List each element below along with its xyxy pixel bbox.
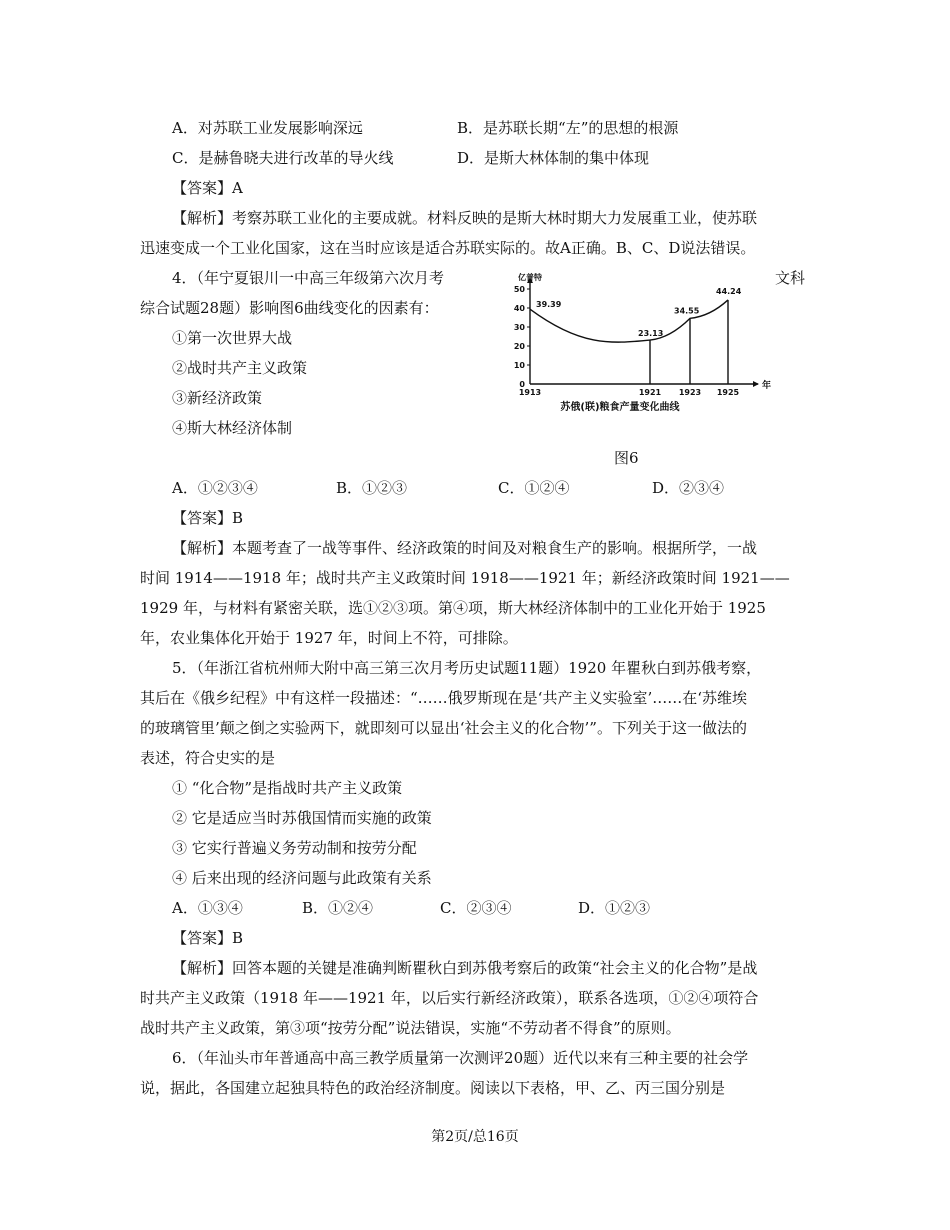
q4-stem: 综合试题28题）影响图6曲线变化的因素有： (140, 299, 439, 317)
y-tick-label: 50 (513, 285, 525, 294)
q3-option-c: C．是赫鲁晓夫进行改革的导火线 (172, 149, 394, 167)
q4-item: ④斯大林经济体制 (172, 419, 293, 437)
q5-stem: 表述，符合史实的是 (140, 749, 276, 767)
q5-stem: 5．（年浙江省杭州师大附中高三第三次月考历史试题11题）1920 年瞿秋白到苏俄考察， (172, 659, 762, 677)
page-footer: 第2页/总16页 (431, 1129, 519, 1145)
q6-stem: 说，据此，各国建立起独具特色的政治经济制度。阅读以下表格，甲、乙、丙三国分别是 (140, 1079, 726, 1097)
q5-analysis-line: 战时共产主义政策，第③项“按劳分配”说法错误，实施“不劳动者不得食”的原则。 (140, 1019, 681, 1037)
q4-item: ③新经济政策 (172, 389, 263, 407)
x-tick-label: 1913 (518, 388, 542, 397)
q3-option-d: D．是斯大林体制的集中体现 (457, 149, 650, 167)
q4-option-a: A．①②③④ (172, 479, 258, 497)
q4-answer: 【答案】B (172, 509, 244, 527)
q3-analysis-line: 迅速变成一个工业化国家，这在当时应该是适合苏联实际的。故A正确。B、C、D说法错误。 (140, 239, 756, 257)
q5-option-a: A．①③④ (172, 899, 243, 917)
q5-analysis-line: 【解析】回答本题的关键是准确判断瞿秋白到苏俄考察后的政策“社会主义的化合物”是战 (172, 959, 758, 977)
y-axis-label: 亿普特 (518, 273, 542, 282)
q4-option-c: C．①②④ (498, 479, 570, 497)
q4-item: ①第一次世界大战 (172, 329, 293, 347)
figure-label: 图6 (614, 449, 639, 467)
y-tick-label: 0 (519, 380, 525, 389)
y-tick-label: 30 (513, 323, 525, 332)
x-axis-label: 年 (762, 381, 772, 391)
q5-analysis-line: 时共产主义政策（1918 年——1921 年，以后实行新经济政策），联系各选项，①②④项符合 (140, 989, 759, 1007)
x-tick-label: 1923 (678, 388, 702, 397)
q5-option-d: D．①②③ (578, 899, 651, 917)
q3-option-a: A．对苏联工业发展影响深远 (172, 119, 363, 137)
data-label: 44.24 (716, 286, 742, 296)
q5-item: ③ 它实行普遍义务劳动制和按劳分配 (172, 839, 417, 857)
q4-option-b: B．①②③ (336, 479, 408, 497)
q5-item: ① “化合物”是指战时共产主义政策 (172, 779, 403, 797)
grain-output-chart (510, 268, 780, 418)
q4-stem-right: 文科 (775, 269, 806, 287)
q3-answer: 【答案】A (172, 179, 243, 197)
y-tick-label: 40 (513, 304, 525, 313)
x-tick-label: 1925 (716, 388, 740, 397)
q4-item: ②战时共产主义政策 (172, 359, 308, 377)
q5-stem: 的玻璃管里’颠之倒之实验两下，就即刻可以显出‘社会主义的化合物’”。下列关于这一做法的 (140, 719, 747, 737)
x-axis-arrow (753, 381, 759, 387)
q4-analysis-line: 年，农业集体化开始于 1927 年，时间上不符，可排除。 (140, 629, 518, 647)
q4-stem: 4．（年宁夏银川一中高三年级第六次月考 (172, 269, 445, 287)
x-tick-label: 1921 (638, 388, 662, 397)
q4-option-d: D．②③④ (652, 479, 725, 497)
q5-item: ④ 后来出现的经济问题与此政策有关系 (172, 869, 432, 887)
q4-analysis-line: 时间 1914——1918 年；战时共产主义政策时间 1918——1921 年；新经济政策时间 1921—— (140, 569, 790, 587)
q5-item: ② 它是适应当时苏俄国情而实施的政策 (172, 809, 432, 827)
q5-stem: 其后在《俄乡纪程》中有这样一段描述：“……俄罗斯现在是‘共产主义实验室’……在‘苏维埃 (140, 689, 747, 707)
q5-option-b: B．①②④ (302, 899, 374, 917)
q4-analysis-line: 【解析】本题考查了一战等事件、经济政策的时间及对粮食生产的影响。根据所学，一战 (172, 539, 758, 557)
q6-stem: 6．（年汕头市年普通高中高三教学质量第一次测评20题）近代以来有三种主要的社会学 (172, 1049, 749, 1067)
q5-option-c: C．②③④ (440, 899, 512, 917)
q5-answer: 【答案】B (172, 929, 244, 947)
q3-analysis-line: 【解析】考察苏联工业化的主要成就。材料反映的是斯大林时期大力发展重工业，使苏联 (172, 209, 758, 227)
q4-analysis-line: 1929 年，与材料有紧密关联，选①②③项。第④项，斯大林经济体制中的工业化开始于 1925 (140, 599, 766, 617)
q3-option-b: B．是苏联长期“左”的思想的根源 (457, 119, 679, 137)
y-tick-label: 20 (513, 342, 525, 351)
y-tick-label: 10 (513, 361, 525, 370)
data-label: 39.39 (536, 300, 562, 310)
data-label: 23.13 (638, 329, 664, 339)
chart-title: 苏俄(联)粮食产量变化曲线 (560, 402, 680, 413)
data-label: 34.55 (674, 306, 700, 316)
